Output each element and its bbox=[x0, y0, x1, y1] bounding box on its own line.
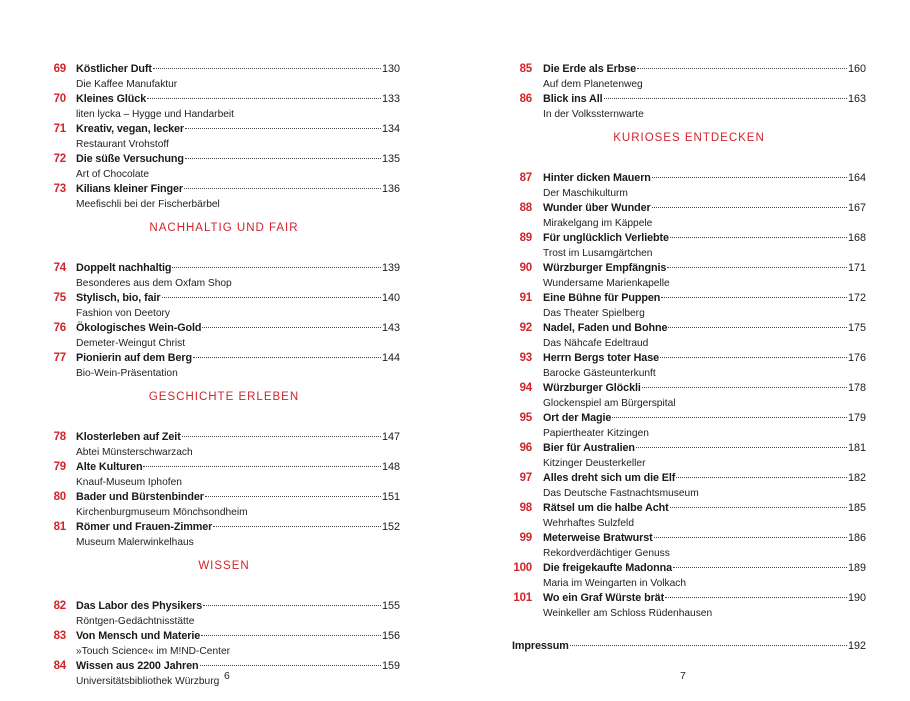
entry-title: Ökologisches Wein-Gold bbox=[76, 322, 202, 334]
entry-number: 81 bbox=[53, 521, 66, 533]
entry-subtitle: Auf dem Planetenweg bbox=[543, 79, 643, 90]
entry-title: Wunder über Wunder bbox=[543, 202, 651, 214]
entry-subtitle: Wehrhaftes Sulzfeld bbox=[543, 518, 634, 529]
toc-entry[interactable] bbox=[512, 63, 866, 93]
entry-subtitle: Meefischli bei der Fischerbärbel bbox=[76, 199, 220, 210]
entry-subtitle: Der Maschikulturm bbox=[543, 188, 628, 199]
entry-number: 71 bbox=[53, 123, 66, 135]
toc-entry[interactable] bbox=[512, 172, 866, 202]
toc-entry[interactable] bbox=[512, 232, 866, 262]
entry-subtitle: Wundersame Marienkapelle bbox=[543, 278, 670, 289]
toc-entry[interactable] bbox=[48, 630, 400, 660]
entry-subtitle: Trost im Lusamgärtchen bbox=[543, 248, 653, 259]
toc-entry[interactable] bbox=[512, 202, 866, 232]
toc-entry[interactable] bbox=[48, 521, 400, 551]
entry-number: 101 bbox=[513, 592, 532, 604]
dot-leader bbox=[147, 98, 381, 99]
toc-entry[interactable] bbox=[512, 412, 866, 442]
dot-leader bbox=[153, 68, 381, 69]
entry-number: 73 bbox=[53, 183, 66, 195]
toc-entry[interactable] bbox=[48, 123, 400, 153]
dot-leader bbox=[172, 267, 381, 268]
entry-subtitle: »Touch Science« im M!ND-Center bbox=[76, 646, 230, 657]
dot-leader bbox=[670, 507, 847, 508]
dot-leader bbox=[570, 645, 847, 646]
entry-number: 80 bbox=[53, 491, 66, 503]
entry-number: 99 bbox=[519, 532, 532, 544]
entry-number: 100 bbox=[513, 562, 532, 574]
entry-subtitle: Das Nähcafe Edeltraud bbox=[543, 338, 649, 349]
dot-leader bbox=[665, 597, 847, 598]
entry-subtitle: Das Theater Spielberg bbox=[543, 308, 645, 319]
entry-number: 91 bbox=[519, 292, 532, 304]
dot-leader bbox=[612, 417, 847, 418]
dot-leader bbox=[201, 635, 381, 636]
toc-entry[interactable] bbox=[48, 600, 400, 630]
entry-page: 171 bbox=[847, 262, 866, 274]
entry-page: 152 bbox=[381, 521, 400, 533]
entry-title: Köstlicher Duft bbox=[76, 63, 152, 75]
entry-subtitle: Knauf-Museum Iphofen bbox=[76, 477, 182, 488]
entry-subtitle: Museum Malerwinkelhaus bbox=[76, 537, 194, 548]
toc-entry[interactable] bbox=[512, 472, 866, 502]
entry-title: Eine Bühne für Puppen bbox=[543, 292, 661, 304]
dot-leader bbox=[642, 387, 847, 388]
entry-number: 76 bbox=[53, 322, 66, 334]
entry-page: 182 bbox=[847, 472, 866, 484]
entry-page: 155 bbox=[381, 600, 400, 612]
entry-title: Kilians kleiner Finger bbox=[76, 183, 184, 195]
dot-leader bbox=[200, 665, 381, 666]
entry-subtitle: Universitätsbibliothek Würzburg bbox=[76, 676, 220, 687]
toc-entry[interactable] bbox=[48, 153, 400, 183]
entry-page: 179 bbox=[847, 412, 866, 424]
page-number-right: 7 bbox=[680, 670, 686, 682]
left-page bbox=[48, 0, 400, 701]
entry-title: Blick ins All bbox=[543, 93, 603, 105]
entry-number: 72 bbox=[53, 153, 66, 165]
toc-entry[interactable] bbox=[48, 352, 400, 382]
entry-number: 74 bbox=[53, 262, 66, 274]
entry-number: 77 bbox=[53, 352, 66, 364]
entry-subtitle: Besonderes aus dem Oxfam Shop bbox=[76, 278, 232, 289]
entry-number: 96 bbox=[519, 442, 532, 454]
entry-page: 147 bbox=[381, 431, 400, 443]
entry-title: Römer und Frauen-Zimmer bbox=[76, 521, 213, 533]
entry-subtitle: In der Volkssternwarte bbox=[543, 109, 644, 120]
entry-page: 144 bbox=[381, 352, 400, 364]
toc-entry[interactable] bbox=[512, 502, 866, 532]
section-heading-geschichte-erleben: GESCHICHTE ERLEBEN bbox=[148, 391, 300, 403]
toc-entry[interactable] bbox=[512, 562, 866, 592]
entry-title: Meterweise Bratwurst bbox=[543, 532, 653, 544]
entry-page: 164 bbox=[847, 172, 866, 184]
entry-page: 136 bbox=[381, 183, 400, 195]
entry-page: 186 bbox=[847, 532, 866, 544]
toc-entry[interactable] bbox=[512, 322, 866, 352]
entry-title: Stylisch, bio, fair bbox=[76, 292, 161, 304]
entry-number: 93 bbox=[519, 352, 532, 364]
entry-title: Bier für Australien bbox=[543, 442, 635, 454]
entry-number: 95 bbox=[519, 412, 532, 424]
entry-title: Wo ein Graf Würste brät bbox=[543, 592, 665, 604]
toc-entry[interactable] bbox=[512, 352, 866, 382]
toc-entry[interactable] bbox=[48, 461, 400, 491]
entry-page: 140 bbox=[381, 292, 400, 304]
entry-number: 87 bbox=[519, 172, 532, 184]
entry-page: 163 bbox=[847, 93, 866, 105]
entry-title: Alles dreht sich um die Elf bbox=[543, 472, 676, 484]
toc-entry[interactable] bbox=[48, 183, 400, 213]
entry-subtitle: Mirakelgang im Käppele bbox=[543, 218, 653, 229]
entry-subtitle: Glockenspiel am Bürgerspital bbox=[543, 398, 676, 409]
entry-page: 139 bbox=[381, 262, 400, 274]
entry-title: Für unglücklich Verliebte bbox=[543, 232, 669, 244]
entry-number: 70 bbox=[53, 93, 66, 105]
entry-title: Die süße Versuchung bbox=[76, 153, 184, 165]
entry-subtitle: Restaurant Vrohstoff bbox=[76, 139, 169, 150]
entry-number: 83 bbox=[53, 630, 66, 642]
section-heading-kurioses-entdecken: KURIOSES ENTDECKEN bbox=[613, 132, 765, 144]
entry-page: 133 bbox=[381, 93, 400, 105]
dot-leader bbox=[652, 177, 847, 178]
dot-leader bbox=[676, 477, 847, 478]
toc-entry[interactable] bbox=[512, 442, 866, 472]
entry-title: Kleines Glück bbox=[76, 93, 147, 105]
entry-subtitle: Röntgen-Gedächtnisstätte bbox=[76, 616, 195, 627]
entry-subtitle: Art of Chocolate bbox=[76, 169, 150, 180]
toc-entry[interactable] bbox=[512, 382, 866, 412]
entry-title: Würzburger Glöckli bbox=[543, 382, 641, 394]
entry-title: Pionierin auf dem Berg bbox=[76, 352, 192, 364]
entry-page: 185 bbox=[847, 502, 866, 514]
toc-entry[interactable] bbox=[512, 532, 866, 562]
entry-number: 89 bbox=[519, 232, 532, 244]
dot-leader bbox=[184, 188, 381, 189]
entry-number: 94 bbox=[519, 382, 532, 394]
entry-page: 192 bbox=[847, 640, 866, 652]
entry-subtitle: Demeter-Weingut Christ bbox=[76, 338, 186, 349]
entry-subtitle: Rekordverdächtiger Genuss bbox=[543, 548, 670, 559]
toc-entry[interactable] bbox=[48, 431, 400, 461]
dot-leader bbox=[636, 447, 847, 448]
entry-subtitle: Barocke Gästeunterkunft bbox=[543, 368, 656, 379]
entry-number: 79 bbox=[53, 461, 66, 473]
toc-entry[interactable] bbox=[48, 491, 400, 521]
toc-entry[interactable] bbox=[48, 262, 400, 292]
entry-title: Würzburger Empfängnis bbox=[543, 262, 667, 274]
entry-title: Klosterleben auf Zeit bbox=[76, 431, 181, 443]
entry-title: Kreativ, vegan, lecker bbox=[76, 123, 185, 135]
entry-number: 88 bbox=[519, 202, 532, 214]
entry-title: Doppelt nachhaltig bbox=[76, 262, 172, 274]
entry-subtitle: Die Kaffee Manufaktur bbox=[76, 79, 178, 90]
toc-entry[interactable] bbox=[48, 292, 400, 322]
dot-leader bbox=[193, 357, 381, 358]
entry-page: 148 bbox=[381, 461, 400, 473]
entry-page: 167 bbox=[847, 202, 866, 214]
entry-page: 143 bbox=[381, 322, 400, 334]
entry-title: Das Labor des Physikers bbox=[76, 600, 203, 612]
entry-number: 78 bbox=[53, 431, 66, 443]
dot-leader bbox=[637, 68, 847, 69]
entry-page: 181 bbox=[847, 442, 866, 454]
entry-title: Rätsel um die halbe Acht bbox=[543, 502, 669, 514]
dot-leader bbox=[185, 128, 381, 129]
entry-page: 135 bbox=[381, 153, 400, 165]
toc-entry[interactable] bbox=[512, 262, 866, 292]
page-number-left: 6 bbox=[224, 670, 230, 682]
entry-subtitle: Maria im Weingarten in Volkach bbox=[543, 578, 687, 589]
entry-page: 172 bbox=[847, 292, 866, 304]
dot-leader bbox=[661, 297, 847, 298]
section-heading-wissen: WISSEN bbox=[198, 560, 250, 572]
entry-title: Wissen aus 2200 Jahren bbox=[76, 660, 199, 672]
right-page bbox=[512, 0, 866, 701]
entry-subtitle: Bio-Wein-Präsentation bbox=[76, 368, 178, 379]
entry-subtitle: Kitzinger Deusterkeller bbox=[543, 458, 646, 469]
dot-leader bbox=[213, 526, 381, 527]
entry-number: 86 bbox=[519, 93, 532, 105]
entry-subtitle: Abtei Münsterschwarzach bbox=[76, 447, 193, 458]
toc-entry[interactable] bbox=[512, 292, 866, 322]
dot-leader bbox=[143, 466, 381, 467]
dot-leader bbox=[654, 537, 847, 538]
entry-title: Bader und Bürstenbinder bbox=[76, 491, 204, 503]
entry-number: 84 bbox=[53, 660, 66, 672]
entry-number: 85 bbox=[519, 63, 532, 75]
dot-leader bbox=[162, 297, 381, 298]
entry-page: 160 bbox=[847, 63, 866, 75]
entry-subtitle: Papiertheater Kitzingen bbox=[543, 428, 649, 439]
dot-leader bbox=[660, 357, 847, 358]
entry-page: 190 bbox=[847, 592, 866, 604]
dot-leader bbox=[182, 436, 381, 437]
entry-subtitle: Das Deutsche Fastnachtsmuseum bbox=[543, 488, 699, 499]
entry-page: 151 bbox=[381, 491, 400, 503]
dot-leader bbox=[604, 98, 847, 99]
entry-number: 69 bbox=[53, 63, 66, 75]
dot-leader bbox=[668, 327, 847, 328]
entry-title: Ort der Magie bbox=[543, 412, 612, 424]
entry-title: Hinter dicken Mauern bbox=[543, 172, 651, 184]
toc-entry[interactable] bbox=[48, 322, 400, 352]
dot-leader bbox=[670, 237, 847, 238]
toc-entry[interactable] bbox=[48, 93, 400, 123]
entry-number: 90 bbox=[519, 262, 532, 274]
dot-leader bbox=[203, 605, 381, 606]
dot-leader bbox=[652, 207, 847, 208]
entry-title: Die freigekaufte Madonna bbox=[543, 562, 672, 574]
toc-entry[interactable] bbox=[512, 592, 866, 622]
dot-leader bbox=[673, 567, 847, 568]
dot-leader bbox=[202, 327, 381, 328]
entry-number: 98 bbox=[519, 502, 532, 514]
entry-page: 168 bbox=[847, 232, 866, 244]
entry-page: 175 bbox=[847, 322, 866, 334]
entry-title: Von Mensch und Materie bbox=[76, 630, 201, 642]
entry-title: Impressum bbox=[512, 640, 569, 652]
entry-page: 130 bbox=[381, 63, 400, 75]
entry-title: Alte Kulturen bbox=[76, 461, 143, 473]
entry-title: Herrn Bergs toter Hase bbox=[543, 352, 660, 364]
entry-page: 189 bbox=[847, 562, 866, 574]
toc-entry-impressum[interactable] bbox=[512, 640, 866, 656]
entry-page: 159 bbox=[381, 660, 400, 672]
entry-number: 82 bbox=[53, 600, 66, 612]
entry-title: Nadel, Faden und Bohne bbox=[543, 322, 668, 334]
entry-page: 176 bbox=[847, 352, 866, 364]
entry-page: 134 bbox=[381, 123, 400, 135]
entry-page: 178 bbox=[847, 382, 866, 394]
entry-number: 75 bbox=[53, 292, 66, 304]
dot-leader bbox=[667, 267, 847, 268]
section-heading-nachhaltig-und-fair: NACHHALTIG UND FAIR bbox=[149, 222, 299, 234]
entry-subtitle: Fashion von Deetory bbox=[76, 308, 171, 319]
entry-number: 92 bbox=[519, 322, 532, 334]
dot-leader bbox=[185, 158, 381, 159]
toc-entry[interactable] bbox=[48, 63, 400, 93]
toc-entry[interactable] bbox=[512, 93, 866, 123]
entry-number: 97 bbox=[519, 472, 532, 484]
entry-subtitle: Weinkeller am Schloss Rüdenhausen bbox=[543, 608, 713, 619]
entry-page: 156 bbox=[381, 630, 400, 642]
entry-subtitle: Kirchenburgmuseum Mönchsondheim bbox=[76, 507, 248, 518]
entry-subtitle: liten lycka – Hygge und Handarbeit bbox=[76, 109, 235, 120]
entry-title: Die Erde als Erbse bbox=[543, 63, 637, 75]
dot-leader bbox=[205, 496, 381, 497]
